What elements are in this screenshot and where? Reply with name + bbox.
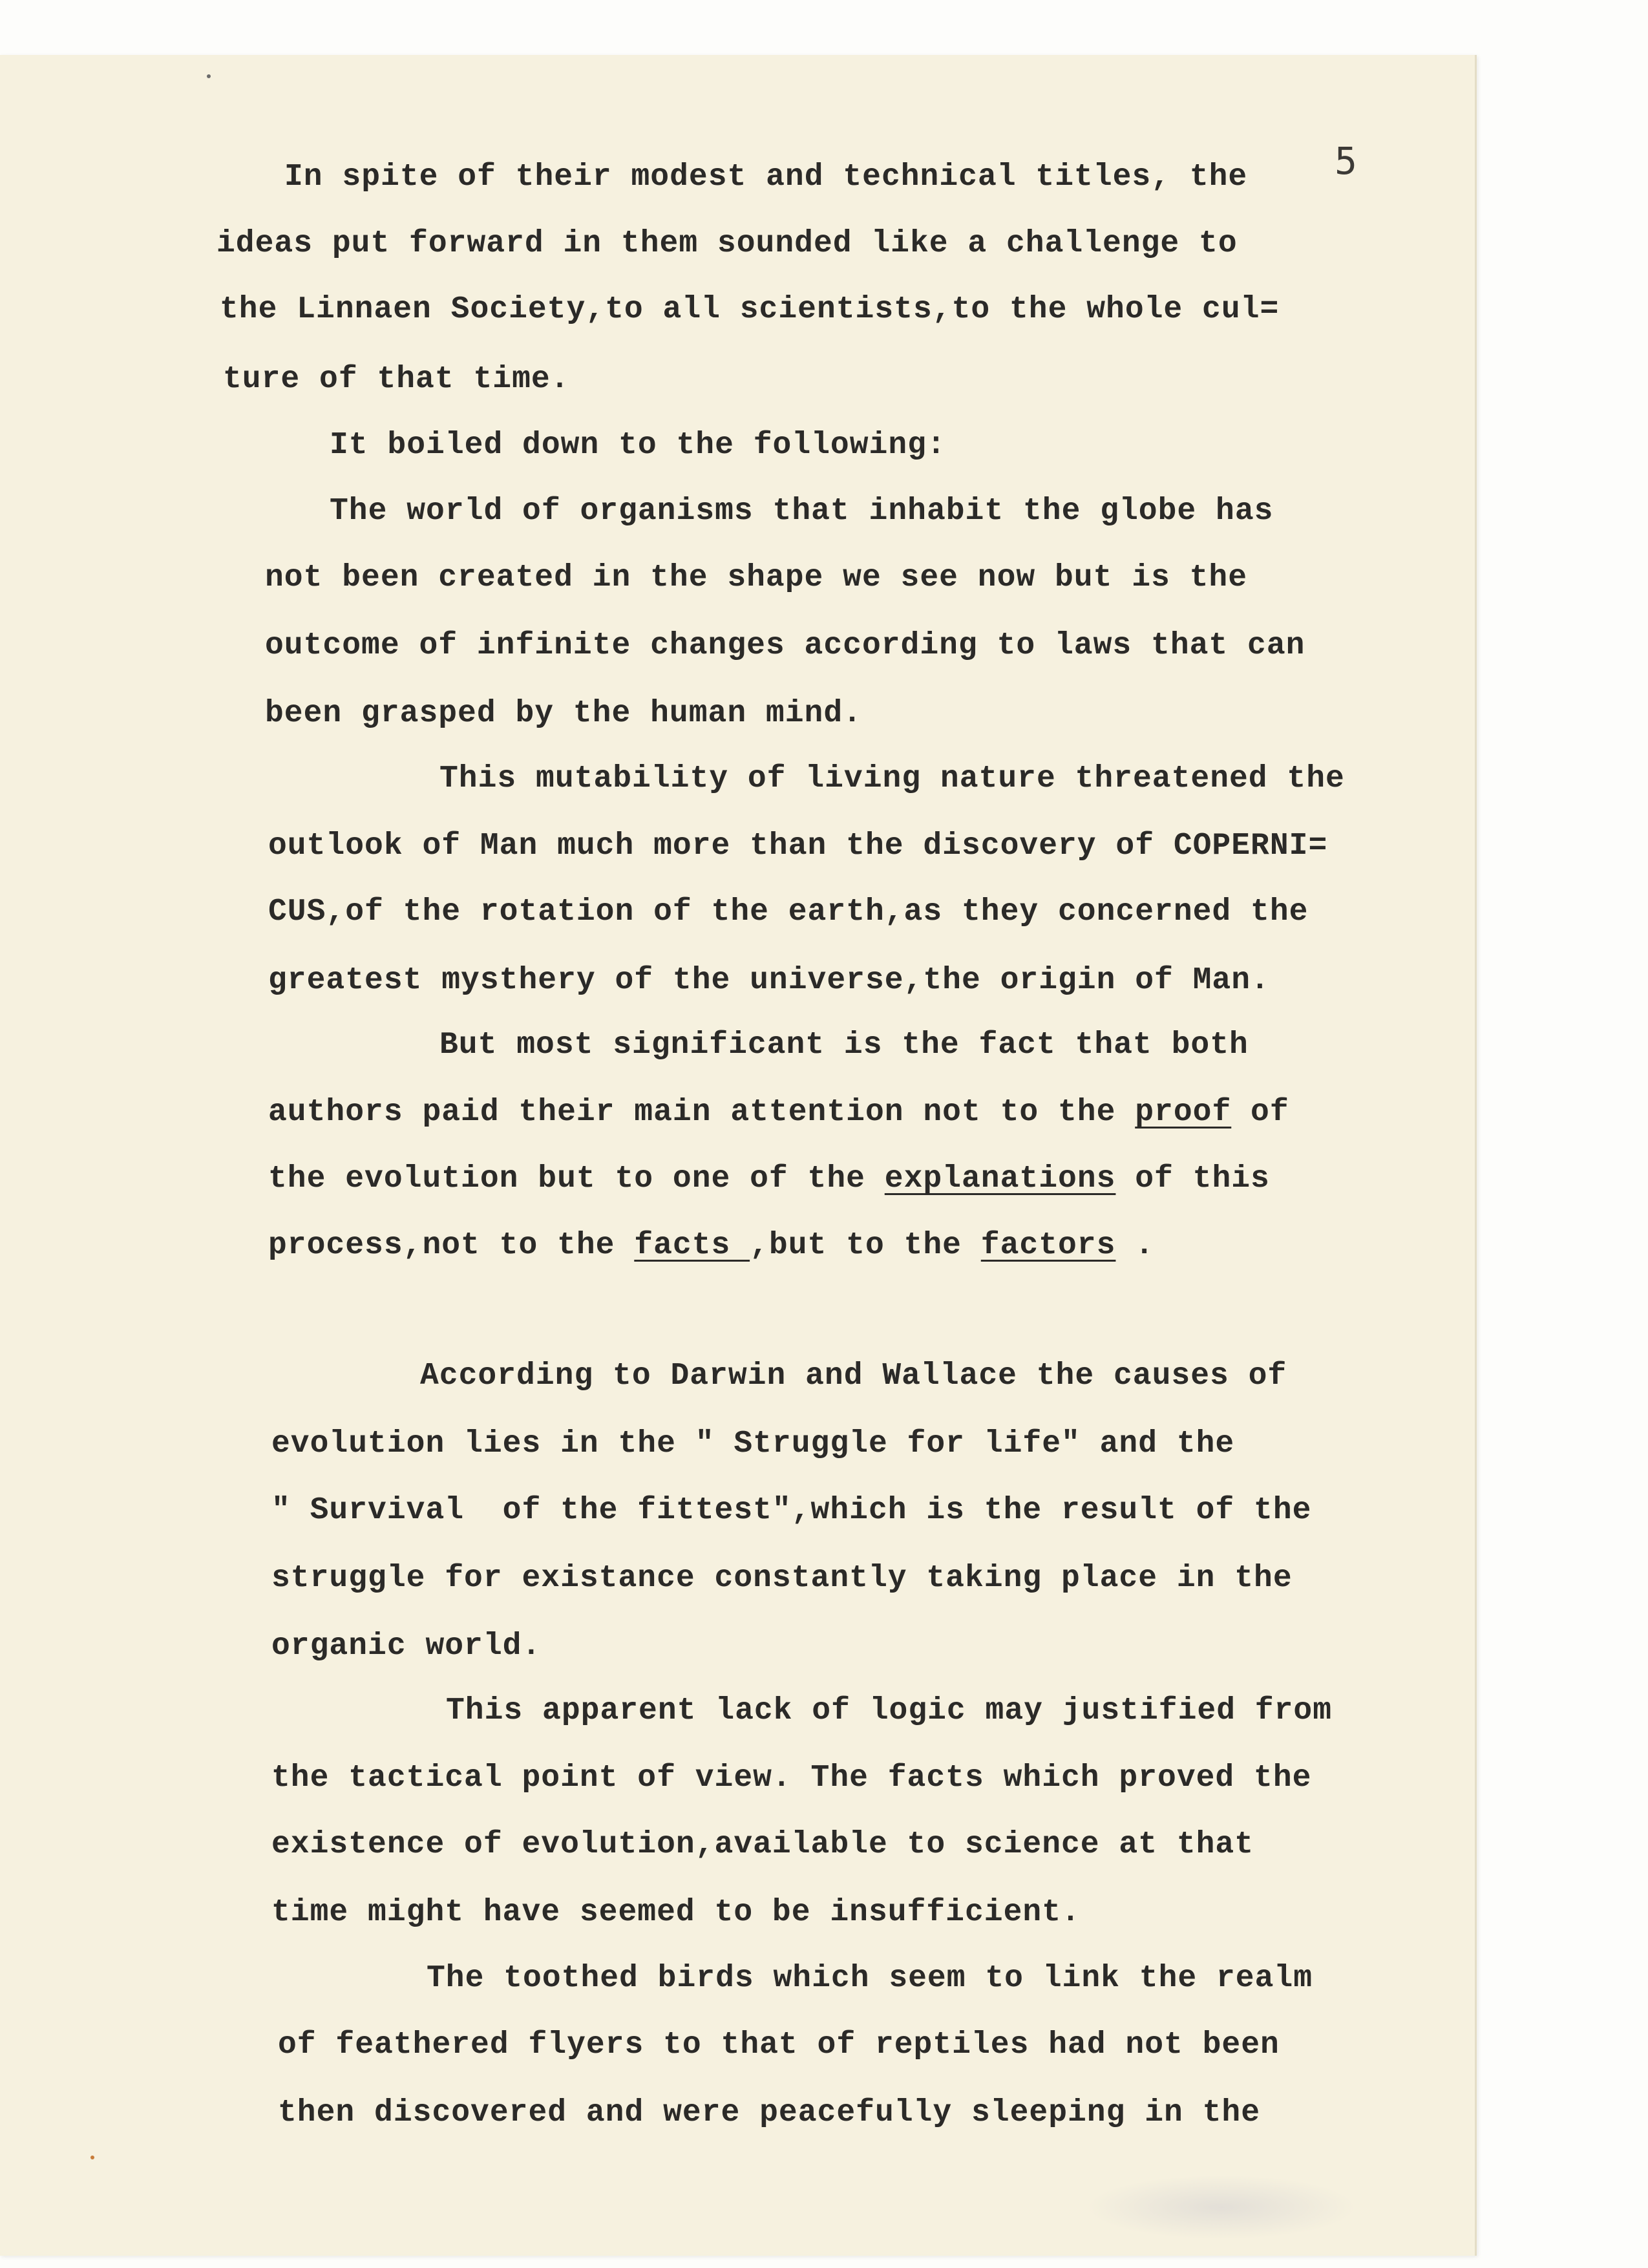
body-text — [0, 55, 1475, 2256]
ink-smudge — [1086, 2175, 1357, 2240]
text-line: The world of organisms that inhabit the globe has — [330, 494, 1274, 529]
text-segment: . — [1115, 1228, 1155, 1263]
text-line: of feathered flyers to that of reptiles had not been — [278, 2028, 1280, 2062]
text-segment: the evolution but to one of the — [268, 1161, 865, 1196]
underlined-word-factors: factors — [980, 1228, 1116, 1263]
text-line — [268, 1097, 1289, 1128]
typewritten-sheet — [0, 55, 1477, 2256]
text-line: outcome of infinite changes according to laws that can — [265, 628, 1305, 663]
paper-speck — [207, 74, 211, 78]
text-line: This apparent lack of logic may justified from — [446, 1693, 1333, 1728]
text-line: the tactical point of view. The facts which proved the — [271, 1761, 1312, 1796]
text-line: not been created in the shape we see now but is the — [265, 560, 1248, 595]
text-line: existence of evolution,available to science at that — [271, 1827, 1254, 1862]
text-line: struggle for existance constantly taking place in the — [271, 1561, 1293, 1596]
page-number: 5 — [1335, 139, 1357, 183]
text-line: This mutability of living nature threatened the — [439, 761, 1345, 796]
text-line: CUS,of the rotation of the earth,as they concerned the — [268, 895, 1309, 929]
text-line: ture of that time. — [223, 362, 570, 397]
text-line: evolution lies in the " Struggle for life" and the — [271, 1426, 1235, 1461]
text-line — [268, 1163, 1270, 1194]
text-line: The toothed birds which seem to link the realm — [427, 1961, 1313, 1996]
text-line: According to Darwin and Wallace the causes of — [420, 1359, 1287, 1394]
text-line: been grasped by the human mind. — [265, 696, 862, 731]
text-line: ideas put forward in them sounded like a challenge to — [217, 226, 1238, 261]
text-line: It boiled down to the following: — [330, 428, 946, 463]
underlined-word-proof: proof — [1135, 1095, 1232, 1130]
underlined-word-explanations: explanations — [884, 1161, 1116, 1196]
underlined-word-facts: facts — [634, 1228, 750, 1263]
text-line: greatest mysthery of the universe,the origin of Man. — [268, 963, 1270, 998]
text-segment: of this — [1115, 1161, 1270, 1196]
text-line — [268, 1230, 1154, 1261]
text-line: organic world. — [271, 1629, 542, 1664]
text-segment: ,but to the — [750, 1228, 981, 1263]
text-line: time might have seemed to be insufficient. — [271, 1895, 1081, 1930]
text-line: the Linnaen Society,to all scientists,to the whole cul= — [220, 292, 1280, 327]
text-line: In spite of their modest and technical titles, the — [284, 160, 1248, 195]
paper-speck — [90, 2156, 94, 2159]
text-line: outlook of Man much more than the discovery of COPERNI= — [268, 829, 1328, 864]
text-segment: of — [1231, 1095, 1289, 1130]
text-line: then discovered and were peacefully sleeping in the — [278, 2095, 1261, 2130]
text-line: But most significant is the fact that both — [439, 1028, 1249, 1063]
text-segment: process,not to the — [268, 1228, 615, 1263]
text-line: " Survival of the fittest",which is the result of the — [271, 1493, 1312, 1528]
text-segment: authors paid their main attention not to the — [268, 1095, 1116, 1130]
